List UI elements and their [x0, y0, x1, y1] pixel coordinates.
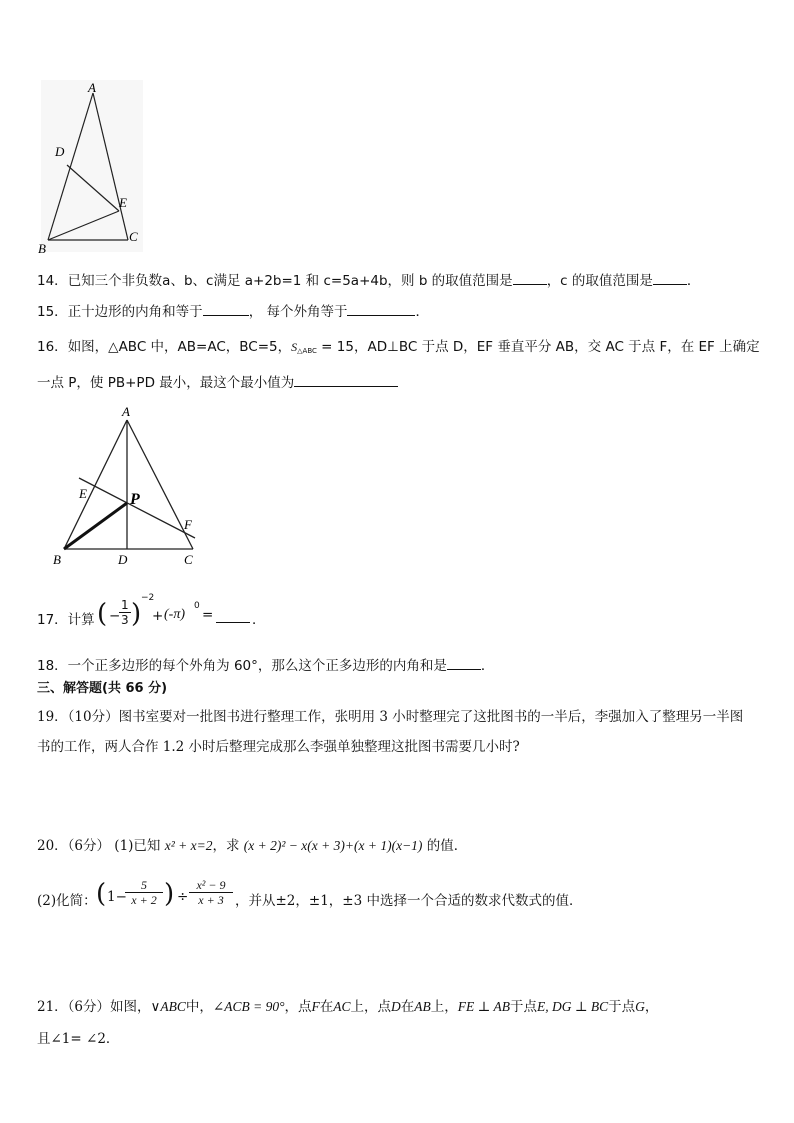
q14-blank-c[interactable]: [653, 270, 687, 285]
question-18: [37, 655, 494, 676]
q18-text: 18．一个正多边形的每个外角为 60°，那么这个正多边形的内角和是: [37, 658, 447, 674]
q17-end: ．: [252, 612, 266, 628]
q20-div: ÷: [177, 889, 189, 905]
q15-blank-angle[interactable]: [347, 301, 415, 316]
question-19-line-2: 书的工作，两人合作 1.2 小时后整理完成那么李强单独整理这批图书需要几小时?: [37, 739, 520, 755]
q21-AB: AB: [414, 999, 431, 1014]
q16-text-b: 一点 P，使 PB+PD 最小，最这个最小值为: [37, 375, 295, 391]
q20-part2-prefix: (2)化简：: [37, 893, 97, 909]
question-16-line-2: [37, 372, 398, 393]
fig1-label-D: D: [55, 144, 65, 159]
section-3-title: 三、解答题(共 66 分): [37, 681, 168, 696]
q21-j: ，: [644, 999, 659, 1015]
q20-part1-end: 的值．: [426, 838, 468, 854]
fig2-label-C: C: [184, 552, 193, 567]
q20-part2-end: ，并从±2，±1，±3 中选择一个合适的数求代数式的值．: [235, 893, 583, 909]
q20-paren-open: (: [96, 879, 107, 909]
q17-exp1: −2: [141, 593, 155, 603]
question-14: [37, 270, 700, 291]
q20-part1-cond: x² + x=2: [164, 838, 213, 853]
q17-pi-term: (-π): [164, 607, 185, 622]
q20-p2-one: 1−: [107, 889, 127, 905]
question-20-part-1: [37, 836, 467, 856]
q14-number: 14．: [37, 273, 68, 289]
q20-part1-expr: (x + 2)² − x(x + 3)+(x + 1)(x−1): [243, 838, 423, 853]
q21-angle: ∠ACB = 90°: [212, 999, 285, 1014]
fig2-label-A: A: [122, 404, 130, 419]
fig1-label-B: B: [38, 241, 46, 256]
q18-blank[interactable]: [447, 655, 481, 670]
q20-part1-mid: ，求: [212, 838, 240, 854]
fig2-segment-AB: [64, 420, 127, 549]
q15-text: 正十边形的内角和等于: [67, 304, 203, 320]
question-16-line-1: [37, 337, 760, 361]
q18-end: ．: [480, 658, 495, 674]
fig2-label-P: P: [130, 491, 140, 508]
fig2-segment-BP: [64, 503, 127, 549]
q17-exp2: 0: [194, 601, 200, 611]
q14-blank-b[interactable]: [513, 270, 547, 285]
question-15: [37, 301, 429, 322]
q17-frac-num: 1: [121, 598, 129, 612]
q16-area-eq: = 15，AD⊥BC 于点 D，EF 垂直平分 AB，交 AC 于点 F，在 EF 上确定: [316, 339, 760, 355]
q15-blank-sum[interactable]: [203, 301, 249, 316]
q14-mid: ，c 的取值范围是: [546, 273, 653, 289]
q17-eq: =: [202, 607, 214, 623]
fig2-label-F: F: [184, 517, 192, 532]
q17-fraction: [119, 598, 131, 627]
q20-fraction-2: [189, 878, 233, 907]
q16-blank[interactable]: [294, 372, 398, 387]
q15-mid: ， 每个外角等于: [248, 304, 348, 320]
q21-g: 上，: [430, 999, 458, 1015]
q20-part1-prefix: 20．（6分） (1)已知: [37, 838, 161, 854]
fig2-label-E: E: [79, 486, 87, 501]
q16-area-sub: △ABC: [297, 347, 317, 355]
q20-f2-num: x² − 9: [189, 878, 233, 893]
q21-a: 21．（6分）如图，: [37, 999, 151, 1015]
q21-perp1: FE ⊥ AB: [457, 999, 510, 1014]
q14-end: ．: [686, 273, 701, 289]
q21-b: 中，: [185, 999, 213, 1015]
q20-f1-den: x + 2: [131, 893, 157, 907]
q20-f2-den: x + 3: [198, 893, 224, 907]
q17-frac-den: 3: [121, 613, 129, 627]
q21-i: 于点: [608, 999, 636, 1015]
figure-1-background: [41, 80, 143, 252]
figure-triangle-2: [48, 402, 208, 572]
q21-c: ，点: [284, 999, 312, 1015]
q17-prefix: 17．计算: [37, 612, 95, 628]
q17-paren-close: ): [131, 599, 142, 629]
q20-paren-close: ): [164, 879, 175, 909]
q21-d: 在: [319, 999, 334, 1015]
fig2-label-B: B: [53, 552, 61, 567]
q21-AC: AC: [333, 999, 351, 1014]
question-19-line-1: 19．（10分）图书室要对一批图书进行整理工作，张明用 3 小时整理完了这批图书的一半后，李强加入了整理另一半图: [37, 709, 744, 725]
q16-area-symbol: S: [291, 340, 298, 354]
q16-number: 16．: [37, 339, 68, 355]
fig2-line-EF: [79, 478, 195, 538]
q21-G: G: [635, 999, 645, 1014]
q14-text: 已知三个非负数a、b、c满足 a+2b=1 和 c=5a+4b，则 b 的取值范围是: [67, 273, 513, 289]
q21-D: D: [391, 999, 401, 1014]
q21-h: 于点: [509, 999, 537, 1015]
q17-paren-open: (: [97, 599, 108, 629]
question-21-line-2: 且∠1= ∠2．: [37, 1031, 120, 1047]
q20-f1-num: 5: [125, 878, 163, 893]
question-21-line-1: [37, 997, 658, 1017]
fig2-label-D: D: [118, 552, 128, 567]
q17-minus: −: [109, 608, 121, 624]
q20-fraction-1: [125, 878, 163, 907]
q21-tri: ∨ABC: [150, 999, 186, 1014]
q15-end: ．: [415, 304, 429, 320]
q21-e: 上，点: [350, 999, 392, 1015]
q21-f: 在: [400, 999, 415, 1015]
q15-number: 15．: [37, 304, 68, 320]
q21-F: F: [311, 999, 320, 1014]
q17-plus: +: [152, 608, 164, 624]
fig1-label-C: C: [129, 229, 138, 244]
q21-pts: E, DG ⊥ BC: [536, 999, 609, 1014]
q17-blank[interactable]: [216, 608, 250, 623]
q16-text-a: 如图，△ABC 中，AB=AC，BC=5，: [67, 339, 292, 355]
fig1-label-E: E: [119, 195, 127, 210]
figure-triangle-1: [34, 80, 149, 258]
fig1-label-A: A: [88, 80, 96, 95]
